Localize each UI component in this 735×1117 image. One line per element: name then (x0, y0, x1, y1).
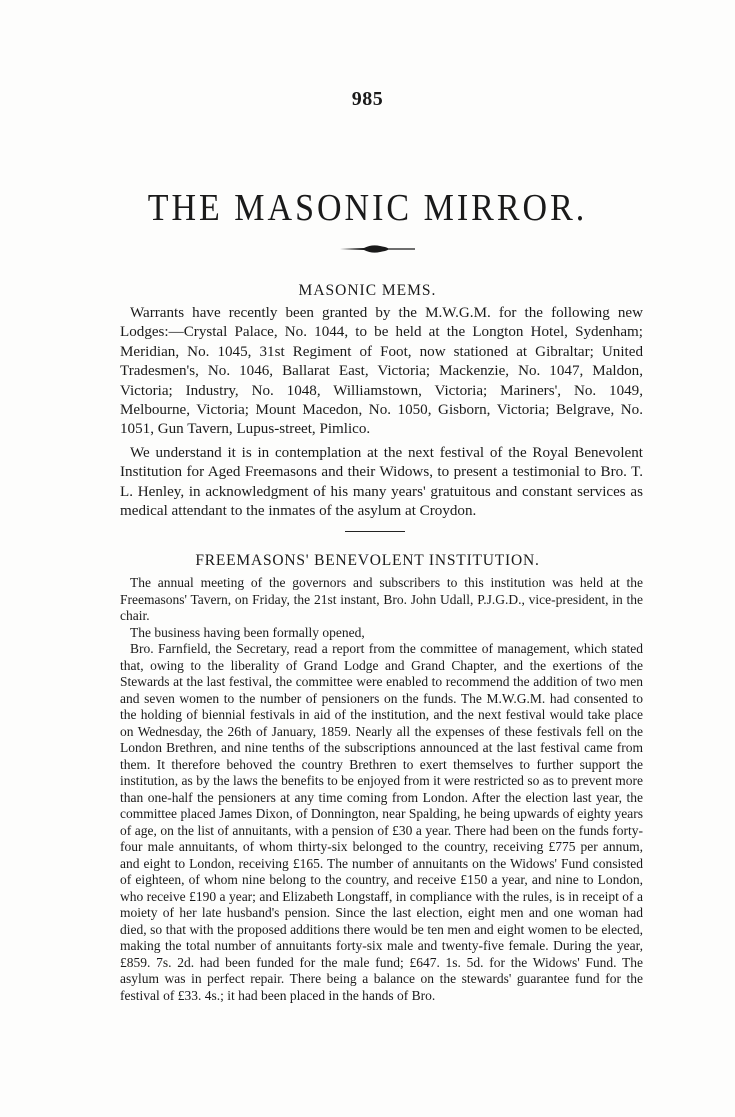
paragraph-testimonial: We understand it is in contemplation at the next festival of the Royal Benevolent Institution for Aged Freemasons and their Widows, to present a testimonial to Bro. T. L. Henley, in acknowledgment of his many years' gratuitous and constant services as medical attendant to the inmates of the asylum at Croydon. (120, 444, 643, 520)
masonic-mems-body (120, 304, 643, 521)
title-ornament (340, 243, 415, 255)
paragraph-secretary-report: Bro. Farnfield, the Secretary, read a report from the committee of management, which stated that, owing to the liberality of Grand Lodge and Grand Chapter, and the exertions of the Stewards at the last festival, the committee were enabled to recommend the addition of two men and seven women to the number of pensioners on the funds. The M.W.G.M. had consented to the holding of biennial festivals in aid of the institution, and the next festival would take place on Wednesday, the 26th of January, 1859. Nearly all the expenses of these festivals fell on the London Brethren, and nine tenths of the subscriptions announced at the last festival came from them. It therefore behoved the country Brethren to exert themselves to further support the institution, as by the laws the benefits to be enjoyed from it were restricted so as to prevent more than one-half the pensioners at any time coming from London. After the election last year, the committee placed James Dixon, of Donnington, near Spalding, he being upwards of eighty years of age, on the list of annuitants, with a pension of £30 a year. There had been on the funds forty-four male annuitants, of whom thirty-six belonged to the country, receiving £775 per annum, and eight to London, receiving £165. The number of annuitants on the Widows' Fund consisted of eighteen, of whom nine belong to the country, and receive £150 a year, and nine to London, who receive £190 a year; and Elizabeth Longstaff, in compliance with the rules, is in receipt of a moiety of her late husband's pension. Since the last election, eight men and one woman had died, so that with the proposed additions there would be ten men and eight women to be elected, making the total number of annuitants forty-six male and twenty-five female. During the year, £859. 7s. 2d. had been funded for the male fund; £647. 1s. 5d. for the Widows' Fund. The asylum was in perfect repair. There being a balance on the stewards' guarantee fund for the festival of £33. 4s.; it had been placed in the hands of Bro. (120, 641, 643, 1003)
section-title-masonic-mems: MASONIC MEMS. (298, 282, 437, 299)
benevolent-institution-body (120, 575, 643, 1004)
paragraph-annual-meeting: The annual meeting of the governors and subscribers to this institution was held at the Freemasons' Tavern, on Friday, the 21st instant, Bro. John Udall, P.J.G.D., vice-president, in the chair. (120, 575, 643, 623)
paragraph-business-opened: The business having been formally opened, (130, 624, 365, 640)
page-number: 985 (351, 88, 384, 110)
paragraph-warrants: Warrants have recently been granted by the M.W.G.M. for the following new Lodges:—Crystal Palace, No. 1044, to be held at the Longton Hotel, Sydenham; Meridian, No. 1045, 31st Regiment of Foot, now stationed at Gibraltar; United Tradesmen's, No. 1046, Ballarat East, Victoria; Mackenzie, No. 1047, Maldon, Victoria; Industry, No. 1048, Williamstown, Victoria; Mariners', No. 1049, Melbourne, Victoria; Mount Macedon, No. 1050, Gisborn, Victoria; Belgrave, No. 1051, Gun Tavern, Lupus-street, Pimlico. (120, 305, 643, 438)
section-divider (345, 531, 405, 532)
journal-title: THE MASONIC MIRROR. (147, 187, 588, 230)
section-title-benevolent-institution: FREEMASONS' BENEVOLENT INSTITUTION. (195, 552, 540, 569)
